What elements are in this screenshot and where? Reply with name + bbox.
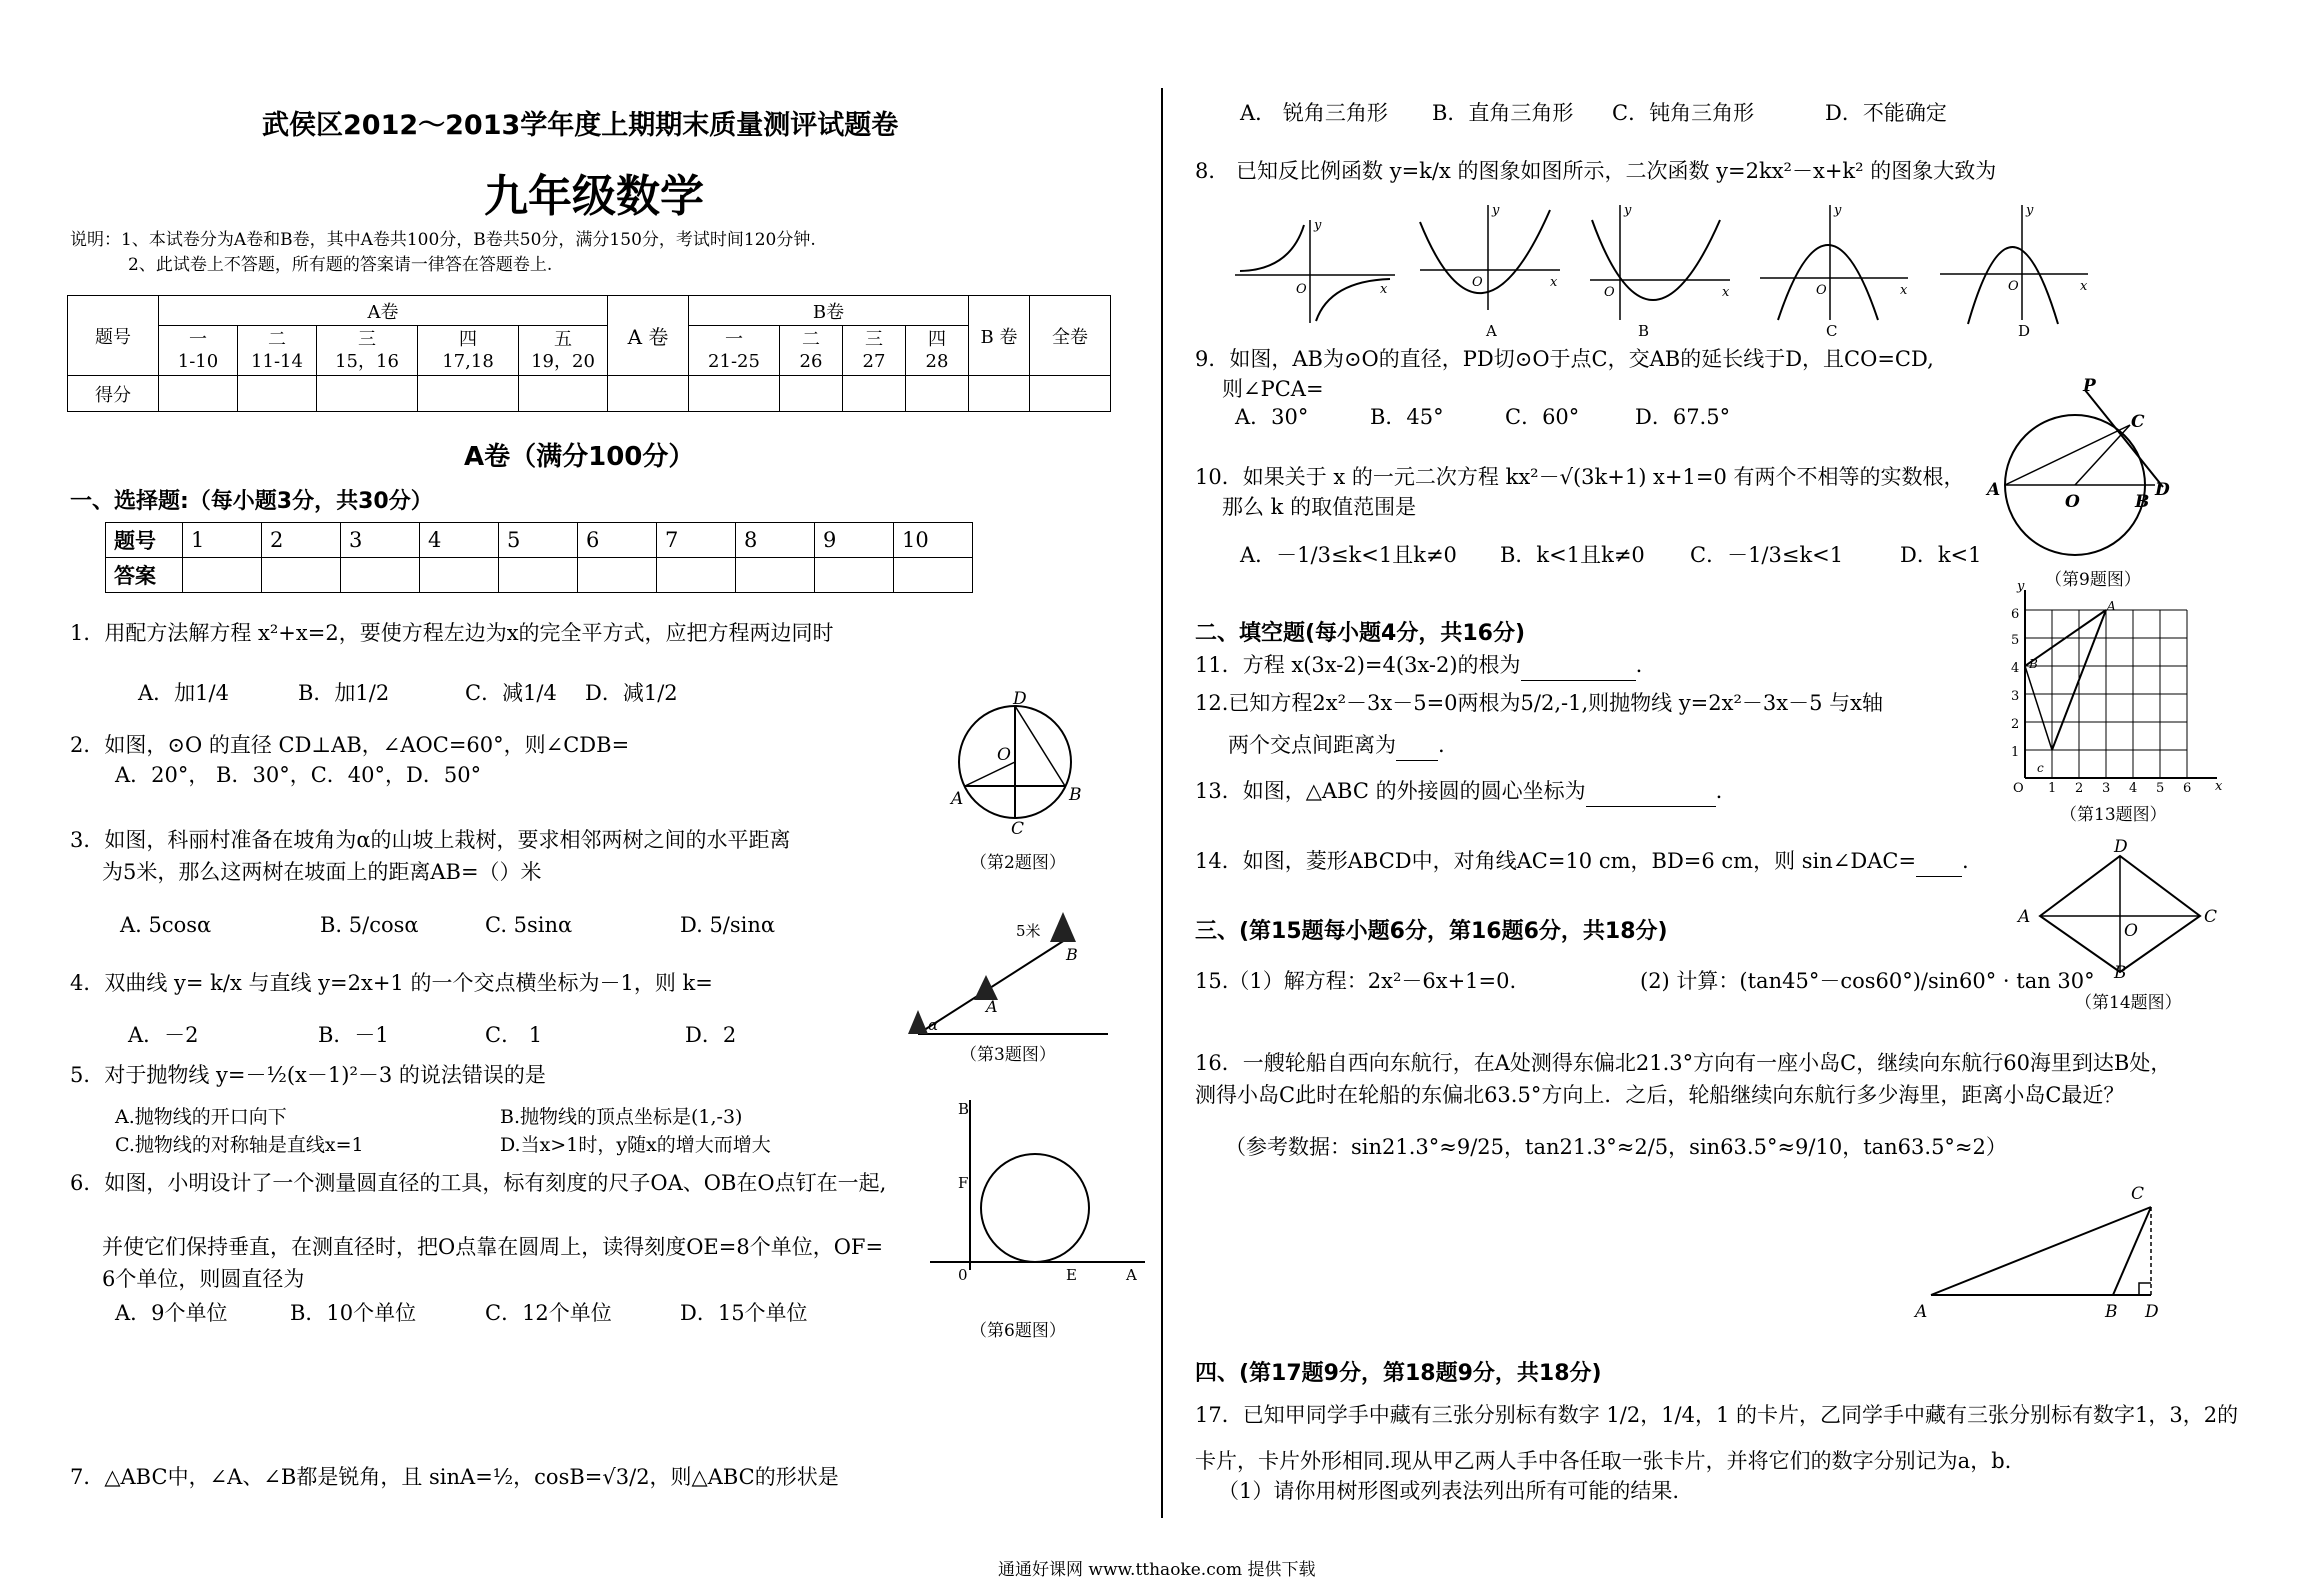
q4-option-d: D．2	[685, 1023, 737, 1047]
svg-text:3: 3	[2102, 781, 2111, 796]
q8-graph-c	[1750, 200, 1915, 340]
figure-q14	[2010, 837, 2220, 983]
q6-option-c: C．12个单位	[485, 1301, 612, 1325]
q5-option-b: B.抛物线的顶点坐标是(1,-3)	[500, 1106, 743, 1128]
q1-option-c: C．减1/4	[465, 681, 557, 705]
svg-text:1: 1	[2011, 745, 2020, 760]
q3-option-a: A. 5cosα	[120, 913, 212, 937]
question-4: 4．双曲线 y= k/x 与直线 y=2x+1 的一个交点横坐标为－1，则 k=	[70, 971, 713, 995]
caption-q9: （第9题图）	[2045, 570, 2141, 590]
cell-b-col: 一 21-25	[689, 326, 780, 376]
note-line-2: 2、此试卷上不答题，所有题的答案请一律答在答题卷上.	[128, 255, 553, 275]
question-14: 14．如图，菱形ABCD中，对角线AC=10 cm，BD=6 cm，则 sin∠DAC= .	[1195, 846, 1969, 877]
svg-text:C: C	[2204, 907, 2218, 927]
cell-b-col: 四 28	[906, 326, 969, 376]
svg-text:x: x	[1722, 285, 1730, 300]
q2-options: A．20°， B．30°，C．40°，D．50°	[115, 763, 482, 787]
svg-text:6: 6	[2011, 607, 2020, 622]
cell-b-col: 三 27	[843, 326, 906, 376]
svg-text:O: O	[2008, 279, 2019, 294]
question-11: 11．方程 x(3x-2)=4(3x-2)的根为 .	[1195, 650, 1642, 681]
answer-table-header: 题号	[106, 523, 183, 558]
caption-q3: （第3题图）	[960, 1045, 1056, 1065]
note-line-1: 说明：1、本试卷分为A卷和B卷，其中A卷共100分，B卷共50分，满分150分，考试时间120分钟.	[70, 230, 816, 250]
page-footer: 通通好课网 www.tthaoke.com 提供下载	[998, 1560, 1316, 1580]
question-3-line-1: 3．如图，科丽村准备在坡角为α的山坡上栽树，要求相邻两树之间的水平距离	[70, 828, 791, 852]
five-meter-label: 5米	[1016, 922, 1041, 940]
svg-text:O: O	[2124, 921, 2138, 941]
svg-text:A: A	[2018, 907, 2031, 927]
cell-a-col: 二 11-14	[238, 326, 317, 376]
svg-text:c: c	[2037, 761, 2044, 775]
section-3-heading: 三、(第15题每小题6分，第16题6分，共18分)	[1195, 919, 1668, 944]
svg-text:D: D	[2155, 480, 2170, 500]
q8-graph-given	[1230, 215, 1400, 325]
section-4-heading: 四、(第17题9分，第18题9分，共18分)	[1195, 1361, 1602, 1386]
svg-text:A: A	[1126, 1266, 1137, 1284]
cell-a-col: 三 15，16	[317, 326, 418, 376]
question-16-reference: （参考数据：sin21.3°≈9/25，tan21.3°≈2/5，sin63.5°≈9/10，tan63.5°≈2）	[1225, 1135, 2007, 1159]
q4-option-a: A．－2	[128, 1023, 199, 1047]
svg-text:4: 4	[2011, 661, 2020, 676]
question-16-line-1: 16．一艘轮船自西向东航行，在A处测得东偏北21.3°方向有一座小岛C，继续向东航行60海里到达B处，	[1195, 1051, 2172, 1075]
q8-graph-d	[1930, 200, 2095, 340]
q5-option-a: A.抛物线的开口向下	[115, 1106, 287, 1128]
figure-q2	[945, 689, 1085, 839]
caption-q6: （第6题图）	[970, 1321, 1066, 1341]
cell-a-col: 一 1-10	[159, 326, 238, 376]
svg-text:C: C	[2131, 412, 2145, 432]
svg-text:y: y	[1314, 218, 1322, 233]
question-10-line-2: 那么 k 的取值范围是	[1222, 495, 1417, 519]
svg-text:A: A	[2107, 599, 2116, 613]
svg-text:α: α	[928, 1016, 939, 1034]
exam-title: 武侯区2012～2013学年度上期期末质量测评试题卷	[262, 110, 899, 141]
cell-a-total: A 卷	[608, 296, 689, 376]
svg-text:x: x	[2080, 279, 2088, 294]
q6-option-a: A．9个单位	[115, 1301, 228, 1325]
exam-subject: 九年级数学	[484, 171, 704, 222]
question-6-line-2: 并使它们保持垂直，在测直径时，把O点靠在圆周上，读得刻度OE=8个单位，OF=	[102, 1235, 884, 1259]
column-divider	[1161, 88, 1163, 1518]
caption-q2: （第2题图）	[970, 853, 1066, 873]
figure-q3	[898, 900, 1113, 1045]
svg-text:C: C	[1826, 322, 1838, 340]
svg-text:3: 3	[2011, 689, 2020, 704]
question-10-line-1: 10．如果关于 x 的一元二次方程 kx²－√(3k+1) x+1=0 有两个不相等的实数根，	[1195, 465, 1965, 489]
question-17-line-2: 卡片，卡片外形相同.现从甲乙两人手中各任取一张卡片，并将它们的数字分别记为a，b.	[1195, 1449, 2012, 1473]
question-13: 13．如图，△ABC 的外接圆的圆心坐标为 .	[1195, 776, 1722, 807]
svg-text:B: B	[2029, 657, 2038, 671]
question-9-line-1: 9．如图，AB为⊙O的直径，PD切⊙O于点C，交AB的延长线于D，且CO=CD,	[1195, 347, 1934, 371]
svg-text:x: x	[1900, 283, 1908, 298]
svg-text:y: y	[2017, 579, 2025, 594]
cell-all-total: 全卷	[1030, 296, 1111, 376]
cell-a-juan: A卷	[159, 296, 608, 326]
svg-text:2: 2	[2075, 781, 2084, 796]
score-table	[67, 295, 1111, 412]
svg-text:D: D	[2018, 322, 2031, 340]
svg-text:O: O	[997, 745, 1011, 765]
svg-text:C: C	[2131, 1184, 2145, 1204]
svg-text:2: 2	[2011, 717, 2020, 732]
q7-option-d: D．不能确定	[1825, 101, 1947, 125]
q1-option-a: A．加1/4	[138, 681, 229, 705]
figure-q16	[1905, 1185, 2175, 1325]
figure-q13	[1995, 580, 2225, 795]
svg-text:y: y	[1624, 203, 1632, 218]
question-16-line-2: 测得小岛C此时在轮船的东偏北63.5°方向上．之后，轮船继续向东航行多少海里，距离小岛C最近？	[1195, 1083, 2125, 1107]
q7-option-a: A． 锐角三角形	[1240, 101, 1388, 125]
section-2-heading: 二、填空题(每小题4分，共16分)	[1195, 621, 1526, 646]
q6-option-b: B．10个单位	[290, 1301, 417, 1325]
cell-b-total: B 卷	[969, 296, 1030, 376]
cell-b-col: 二 26	[780, 326, 843, 376]
svg-text:A: A	[1486, 322, 1497, 340]
q5-option-d: D.当x>1时，y随x的增大而增大	[500, 1134, 771, 1156]
cell-a-col: 五 19，20	[519, 326, 608, 376]
svg-text:O: O	[1604, 285, 1615, 300]
svg-text:5: 5	[2011, 633, 2020, 648]
svg-text:B: B	[1638, 322, 1650, 340]
svg-text:B: B	[2135, 492, 2150, 512]
svg-text:6: 6	[2183, 781, 2192, 796]
q5-option-c: C.抛物线的对称轴是直线x=1	[115, 1134, 364, 1156]
q8-graph-a	[1410, 200, 1570, 340]
q3-option-b: B. 5/cosα	[320, 913, 419, 937]
svg-text:x: x	[2215, 779, 2223, 794]
section-a-heading: A卷（满分100分）	[464, 442, 695, 472]
question-12-line-1: 12.已知方程2x²－3x－5=0两根为5/2,-1,则抛物线 y=2x²－3x－5 与x轴	[1195, 691, 1883, 715]
q9-option-d: D．67.5°	[1635, 405, 1731, 429]
svg-text:A: A	[1915, 1302, 1928, 1322]
caption-q14: （第14题图）	[2075, 993, 2182, 1013]
q10-option-c: C．－1/3≤k<1	[1690, 543, 1844, 567]
q9-option-a: A．30°	[1235, 405, 1309, 429]
svg-text:O: O	[2065, 492, 2080, 512]
svg-text:A: A	[951, 789, 964, 809]
q9-option-b: B．45°	[1370, 405, 1444, 429]
q3-option-c: C. 5sinα	[485, 913, 573, 937]
q10-option-b: B．k<1且k≠0	[1500, 543, 1645, 567]
svg-text:B: B	[1066, 945, 1078, 964]
svg-text:5: 5	[2156, 781, 2165, 796]
cell-defen: 得分	[68, 376, 159, 412]
question-2: 2．如图，⊙O 的直径 CD⊥AB，∠AOC=60°，则∠CDB=	[70, 733, 630, 757]
question-9-line-2: 则∠PCA=	[1222, 377, 1324, 401]
figure-q9	[1985, 375, 2170, 570]
question-7: 7．△ABC中，∠A、∠B都是锐角，且 sinA=½，cosB=√3/2，则△ABC的形状是	[70, 1465, 839, 1489]
q7-option-c: C．钝角三角形	[1612, 101, 1755, 125]
q6-option-d: D．15个单位	[680, 1301, 808, 1325]
question-15-part-1: 15.（1）解方程：2x²－6x+1=0.	[1195, 969, 1517, 993]
q9-option-c: C．60°	[1505, 405, 1580, 429]
svg-text:P: P	[2083, 376, 2096, 396]
svg-text:x: x	[1550, 275, 1558, 290]
answer-table: 题号 1 2 3 4 5 6 7 8 9 10 答案	[105, 522, 973, 593]
svg-text:y: y	[1834, 203, 1842, 218]
q4-option-b: B．－1	[318, 1023, 389, 1047]
question-1: 1．用配方法解方程 x²+x=2，要使方程左边为x的完全平方式，应把方程两边同时	[70, 621, 834, 645]
q7-option-b: B．直角三角形	[1432, 101, 1574, 125]
svg-text:D: D	[2114, 837, 2128, 857]
cell-a-col: 四 17,18	[418, 326, 519, 376]
svg-text:O: O	[1816, 283, 1827, 298]
caption-q13: （第13题图）	[2060, 805, 2167, 825]
question-3-line-2: 为5米，那么这两树在坡面上的距离AB=（）米	[102, 860, 542, 884]
question-6-line-3: 6个单位，则圆直径为	[102, 1267, 305, 1291]
svg-text:B: B	[2105, 1302, 2118, 1322]
svg-text:D: D	[2145, 1302, 2159, 1322]
svg-text:A: A	[986, 997, 998, 1016]
cell-b-juan: B卷	[689, 296, 969, 326]
svg-text:C: C	[1011, 819, 1025, 839]
svg-text:E: E	[1066, 1266, 1077, 1284]
question-12-line-2: 两个交点间距离为 .	[1228, 730, 1445, 761]
question-17-line-1: 17．已知甲同学手中藏有三张分别标有数字 1/2，1/4，1 的卡片，乙同学手中藏有三张分别标有数字1，3，2的	[1195, 1403, 2239, 1427]
svg-text:O: O	[1472, 275, 1483, 290]
q3-option-d: D. 5/sinα	[680, 913, 776, 937]
figure-q6	[930, 1090, 1150, 1290]
svg-text:O: O	[1296, 282, 1307, 297]
svg-text:4: 4	[2129, 781, 2138, 796]
q1-option-b: B．加1/2	[298, 681, 390, 705]
svg-text:y: y	[2026, 203, 2034, 218]
answer-table-row-label: 答案	[106, 558, 183, 593]
question-8: 8． 已知反比例函数 y=k/x 的图象如图所示，二次函数 y=2kx²－x+k² 的图象大致为	[1195, 159, 1997, 183]
svg-text:D: D	[1013, 689, 1027, 709]
svg-text:y: y	[1492, 203, 1500, 218]
q1-option-d: D．减1/2	[585, 681, 678, 705]
svg-text:x: x	[1380, 282, 1388, 297]
question-17-line-3: （1）请你用树形图或列表法列出所有可能的结果.	[1218, 1479, 1680, 1503]
svg-text:F: F	[958, 1174, 969, 1192]
question-5: 5．对于抛物线 y=－½(x－1)²－3 的说法错误的是	[70, 1063, 546, 1087]
q8-graph-b	[1580, 200, 1740, 340]
q10-option-a: A．－1/3≤k<1且k≠0	[1240, 543, 1457, 567]
q4-option-c: C． 1	[485, 1023, 543, 1047]
svg-text:B: B	[1069, 785, 1082, 805]
question-6-line-1: 6．如图，小明设计了一个测量圆直径的工具，标有刻度的尺子OA、OB在O点钉在一起,	[70, 1171, 887, 1195]
section-1-heading: 一、选择题:（每小题3分，共30分）	[70, 489, 433, 514]
svg-text:0: 0	[958, 1266, 968, 1284]
svg-text:B: B	[2114, 963, 2127, 983]
svg-text:A: A	[1987, 480, 2001, 500]
q10-option-d: D．k<1	[1900, 543, 1982, 567]
question-15-part-2: (2) 计算：(tan45°－cos60°)/sin60° · tan 30°	[1640, 969, 2095, 993]
svg-text:O: O	[2013, 781, 2024, 796]
svg-text:B: B	[958, 1100, 970, 1118]
svg-text:1: 1	[2048, 781, 2057, 796]
cell-tihao: 题号	[68, 296, 159, 376]
